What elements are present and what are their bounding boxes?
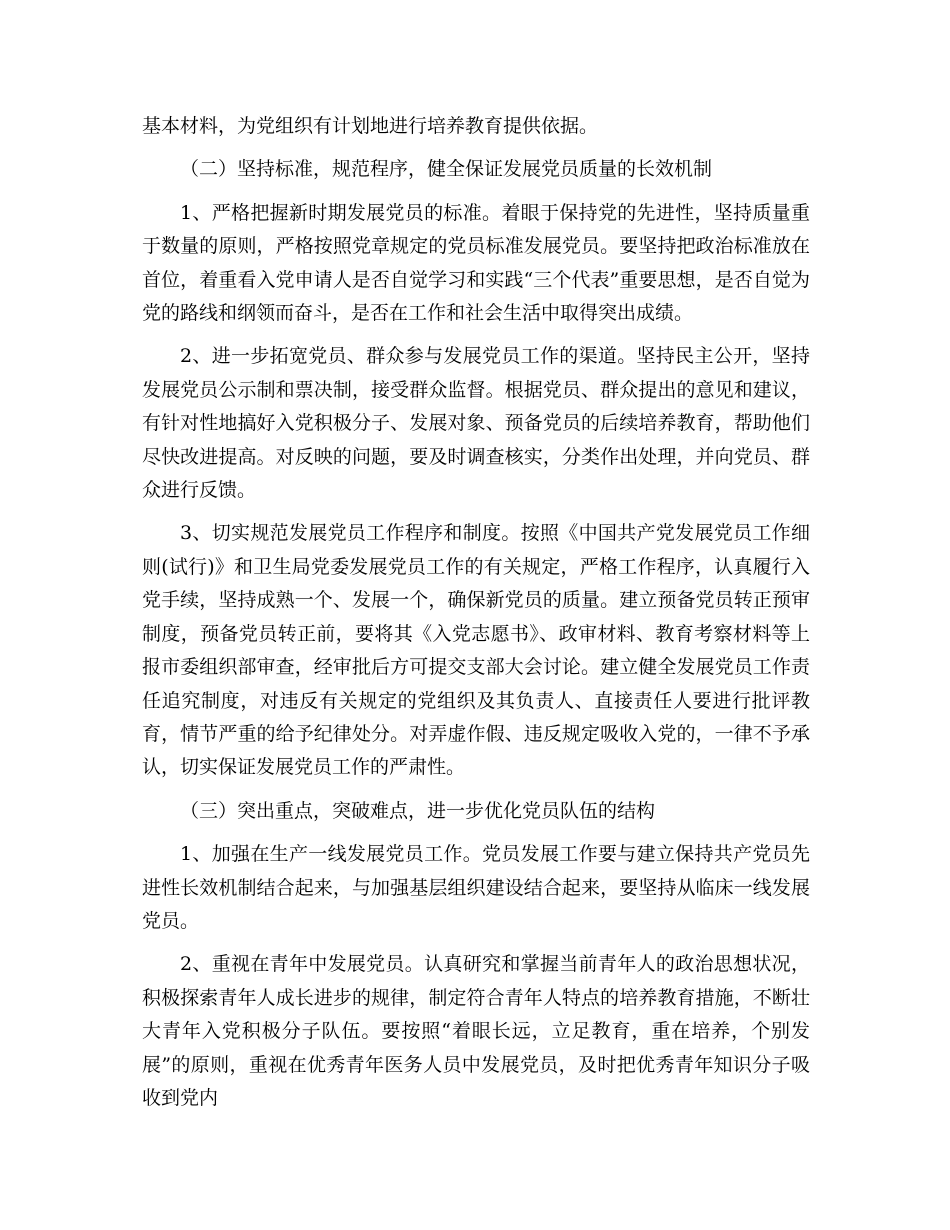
paragraph-continuation: 基本材料，为党组织有计划地进行培养教育提供依据。 [142, 115, 599, 137]
paragraph-item-3-2: 2、重视在青年中发展党员。认真研究和掌握当前青年人的政治思想状况，积极探索青年人成长进步的规律，制定符合青年人特点的培养教育措施，不断壮大青年入党积极分子队伍。要按照“着眼长远，立足教育，重在培养，个别发展”的原则，重视在优秀青年医务人员中发展党员，及时把优秀青年知识分子吸收到党内 [142, 953, 810, 1109]
section-heading-3: （三）突出重点，突破难点，进一步优化党员队伍的结构 [180, 799, 656, 822]
section-heading-2: （二）坚持标准，规范程序，健全保证发展党员质量的长效机制 [180, 158, 713, 181]
paragraph-item-3-1: 1、加强在生产一线发展党员工作。党员发展工作要与建立保持共产党员先进性长效机制结合起来，与加强基层组织建设结合起来，要坚持从临床一线发展党员。 [142, 843, 810, 932]
paragraph-item-2-2: 2、进一步拓宽党员、群众参与发展党员工作的渠道。坚持民主公开，坚持发展党员公示制和票决制，接受群众监督。根据党员、群众提出的意见和建议，有针对性地搞好入党积极分子、发展对象、预备党员的后续培养教育，帮助他们尽快改进提高。对反映的问题，要及时调查核实，分类作出处理，并向党员、群众进行反馈。 [142, 345, 810, 502]
paragraph-item-2-3: 3、切实规范发展党员工作程序和制度。按照《中国共产党发展党员工作细则(试行)》和卫生局党委发展党员工作的有关规定，严格工作程序，认真履行入党手续，坚持成熟一个、发展一个，确保新党员的质量。建立预备党员转正预审制度，预备党员转正前，要将其《入党志愿书》、政审材料、教育考察材料等上报市委组织部审查，经审批后方可提交支部大会讨论。建立健全发展党员工作责任追究制度，对违反有关规定的党组织及其负责人、直接责任人要进行批评教育，情节严重的给予纪律处分。对弄虚作假、违反规定吸收入党的，一律不予承认，切实保证发展党员工作的严肃性。 [142, 522, 810, 779]
document-body [142, 110, 810, 1125]
paragraph-item-2-1: 1、严格把握新时期发展党员的标准。着眼于保持党的先进性，坚持质量重于数量的原则，严格按照党章规定的党员标准发展党员。要坚持把政治标准放在首位，着重看入党申请人是否自觉学习和实践“三个代表”重要思想，是否自觉为党的路线和纲领而奋斗，是否在工作和社会生活中取得突出成绩。 [142, 201, 810, 325]
